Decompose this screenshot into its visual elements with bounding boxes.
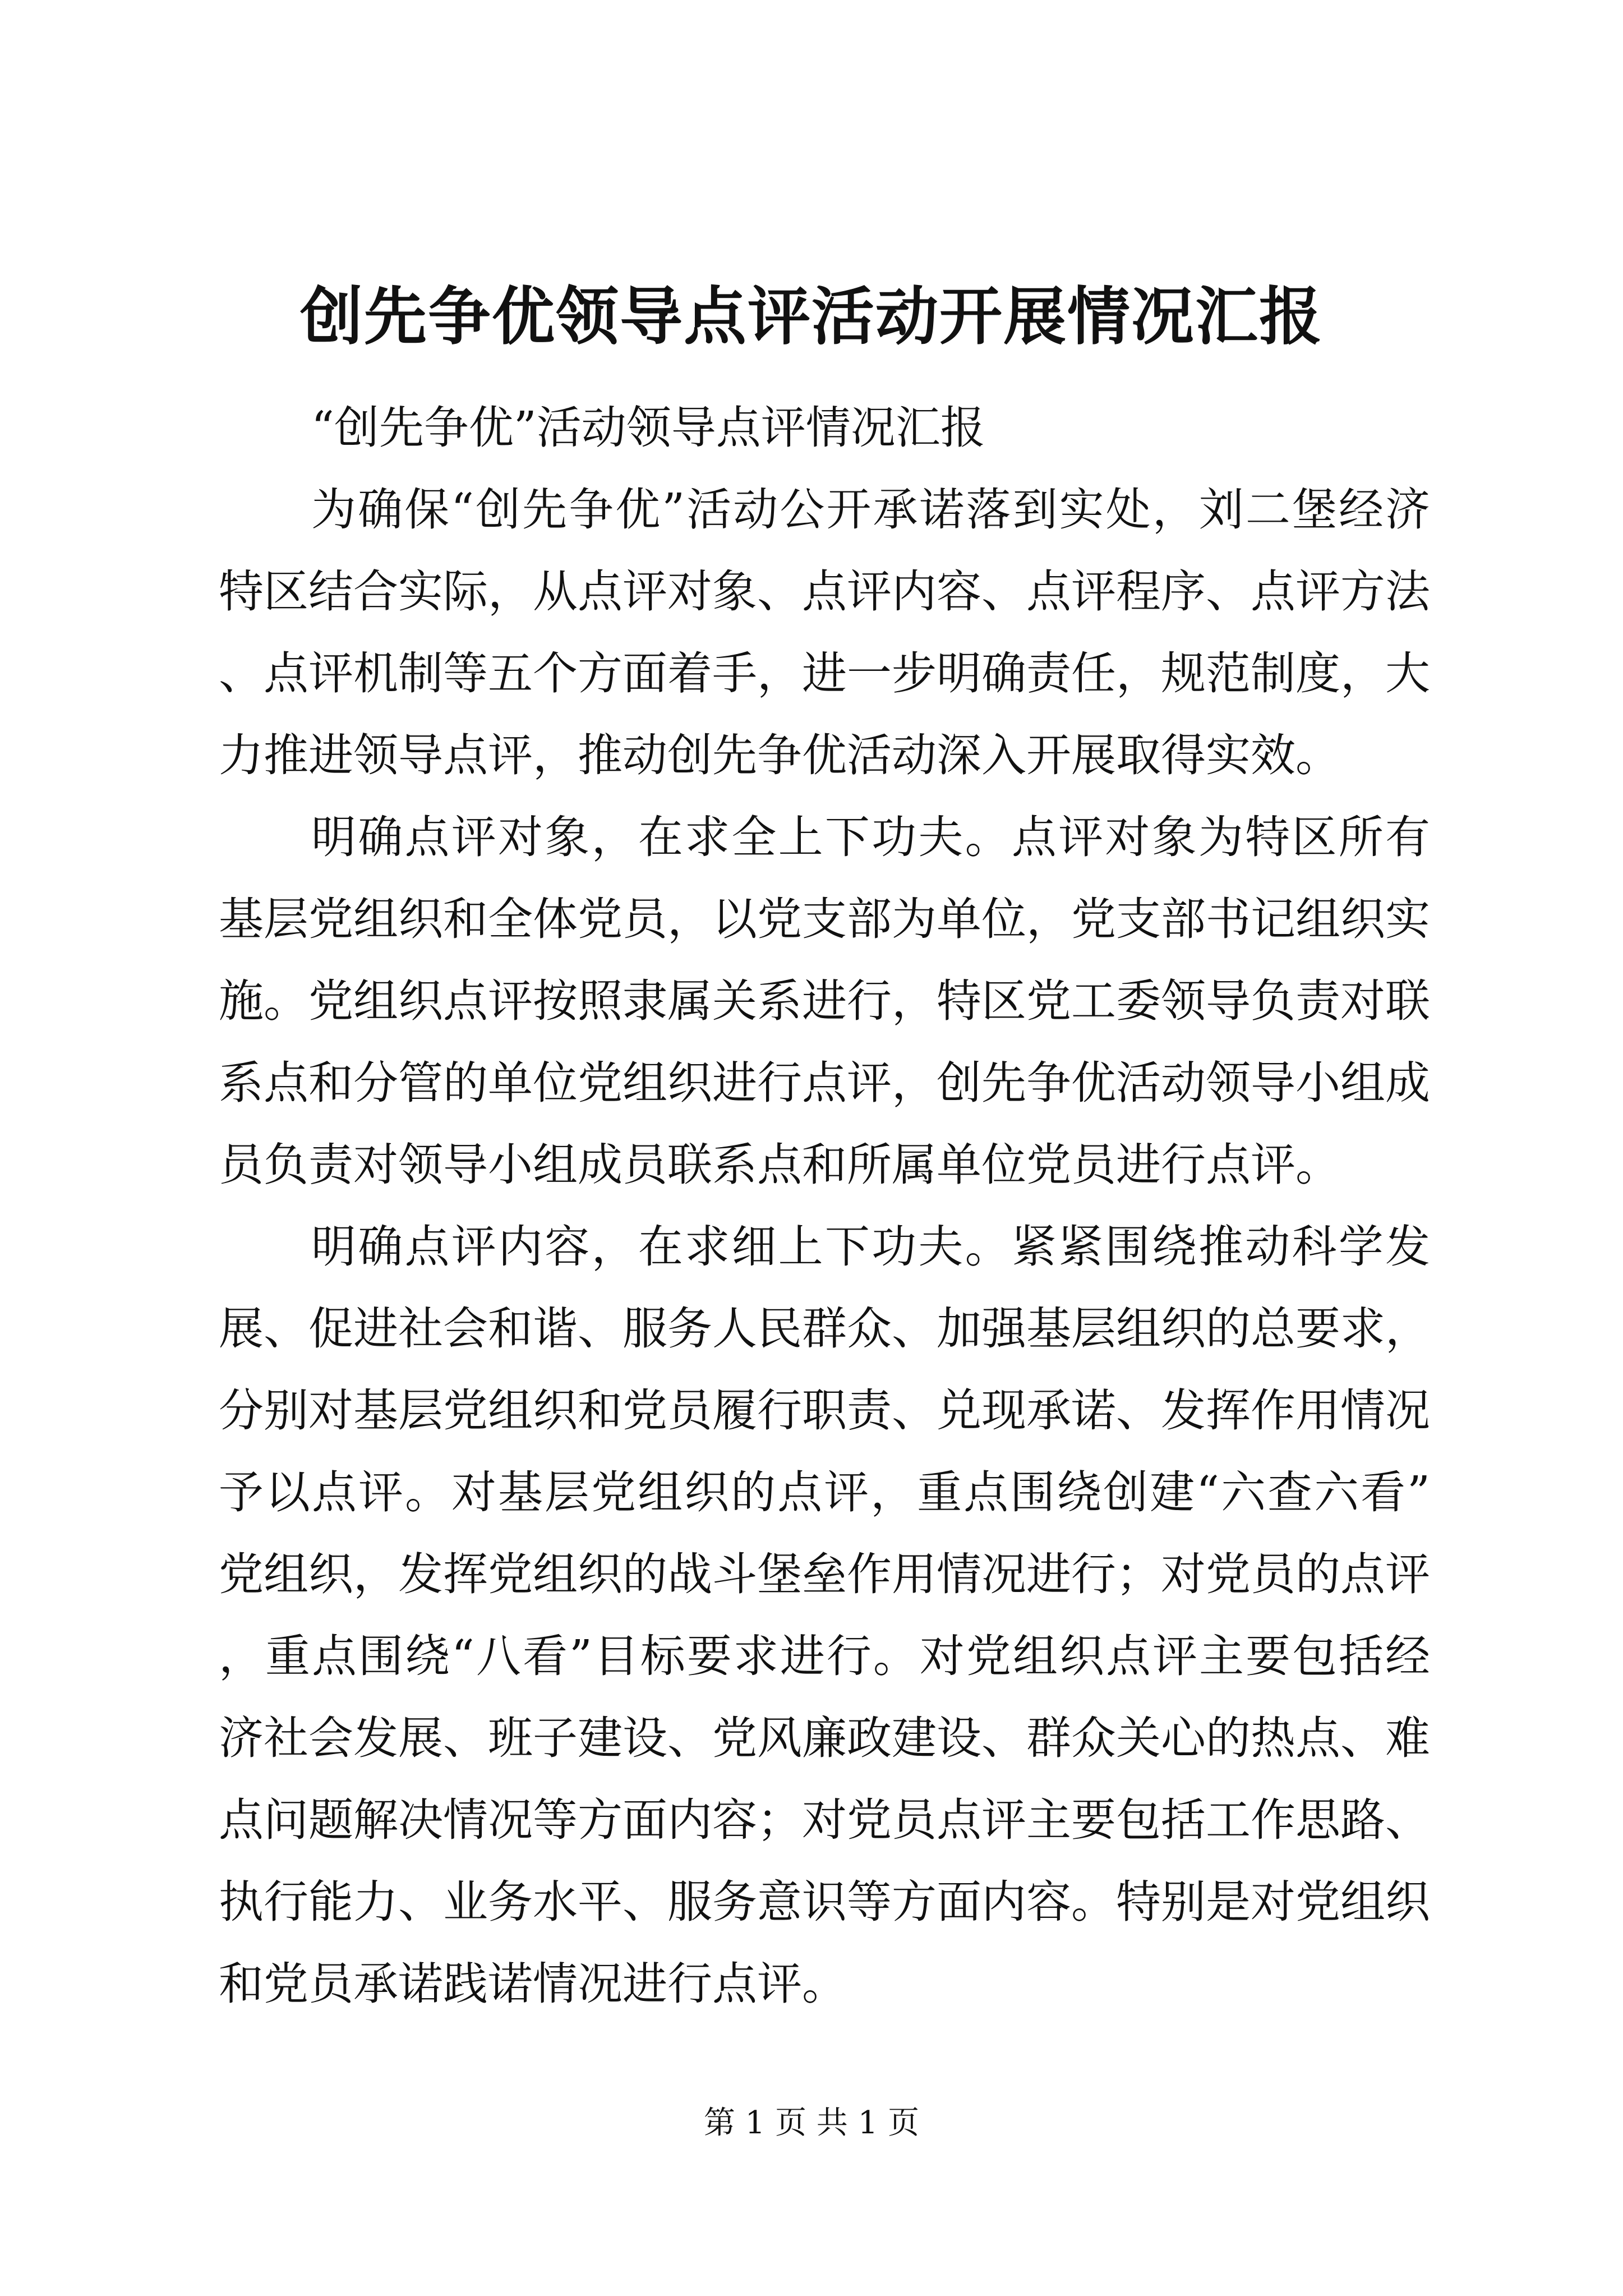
document-title: 创先争优领导点评活动开展情况汇报	[300, 280, 1323, 353]
paragraph: 为确保“创先争优”活动公开承诺落到实处，刘二堡经济特区结合实际，从点评对象、点评内容、点评程序、点评方法、点评机制等五个方面着手，进一步明确责任，规范制度，大力推进领导点评，推动创先争优活动深入开展取得实效。	[219, 484, 1430, 781]
document-subtitle: “创先争优”活动领导点评情况汇报	[311, 402, 985, 454]
page-footer: 第 1 页 共 1 页	[703, 2105, 920, 2141]
paragraph: 明确点评内容，在求细上下功夫。紧紧围绕推动科学发展、促进社会和谐、服务人民群众、加强基层组织的总要求，分别对基层党组织和党员履行职责、兑现承诺、发挥作用情况予以点评。对基层党组织的点评，重点围绕创建“六查六看”党组织，发挥党组织的战斗堡垒作用情况进行；对党员的点评，重点围绕“八看”目标要求进行。对党组织点评主要包括经济社会发展、班子建设、党风廉政建设、群众关心的热点、难点问题解决情况等方面内容；对党员点评主要包括工作思路、执行能力、业务水平、服务意识等方面内容。特别是对党组织和党员承诺践诺情况进行点评。	[219, 1221, 1430, 2010]
document-body	[219, 387, 1430, 2025]
paragraph: 明确点评对象，在求全上下功夫。点评对象为特区所有基层党组织和全体党员，以党支部为单位，党支部书记组织实施。党组织点评按照隶属关系进行，特区党工委领导负责对联系点和分管的单位党组织进行点评，创先争优活动领导小组成员负责对领导小组成员联系点和所属单位党员进行点评。	[219, 811, 1430, 1191]
